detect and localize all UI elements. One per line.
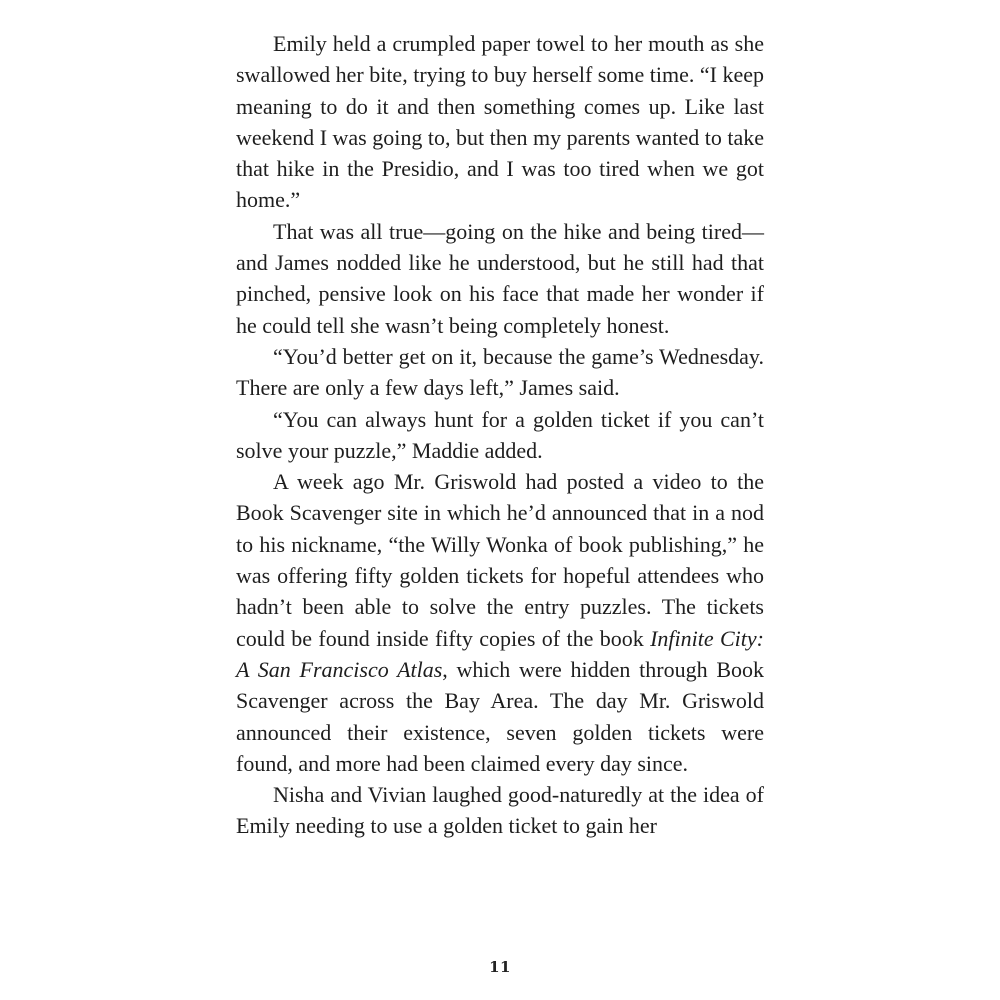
paragraph-text: Emily held a crumpled paper towel to her mouth as she swallowed her bite, trying to buy herself some time. “I keep meaning to do it and then something comes up. Like last weekend I was going to, but then my parents wanted to take that hike in the Presidio, and I was too tired when we got home.” [236, 31, 764, 213]
paragraph-text: , which were hidden through Book Scavenger across the Bay Area. The day Mr. Griswold announced their existence, seven golden tickets were found, and more had been claimed every day since. [236, 656, 764, 776]
paragraph [236, 779, 764, 842]
text-column [236, 28, 764, 842]
paragraph [236, 404, 764, 467]
paragraph-text: “You can always hunt for a golden ticket if you can’t solve your puzzle,” Maddie added. [236, 406, 764, 463]
paragraph [236, 341, 764, 404]
paragraph [236, 466, 764, 779]
paragraph-text: “You’d better get on it, because the game’s Wednesday. There are only a few days left,” James said. [236, 343, 764, 401]
paragraph [236, 28, 764, 216]
book-title-italic: Infinite City: A San Francisco Atlas [236, 625, 764, 682]
paragraph-text: That was all true—going on the hike and being tired—and James nodded like he understood, but he still had that pinched, pensive look on his face that made her wonder if he could tell she wasn’t being completely honest. [236, 218, 764, 338]
paragraph-text: A week ago Mr. Griswold had posted a video to the Book Scavenger site in which he’d announced that in a nod to his nickname, “the Willy Wonka of book publishing,” he was offering fifty golden tickets for hopeful attendees who hadn’t been able to solve the entry puzzles. The tickets could be found inside fifty copies of the book [236, 469, 764, 651]
paragraph [236, 216, 764, 341]
paragraph-text: Nisha and Vivian laughed good-naturedly at the idea of Emily needing to use a golden ticket to gain her [236, 782, 764, 839]
page-number: 11 [489, 958, 511, 976]
